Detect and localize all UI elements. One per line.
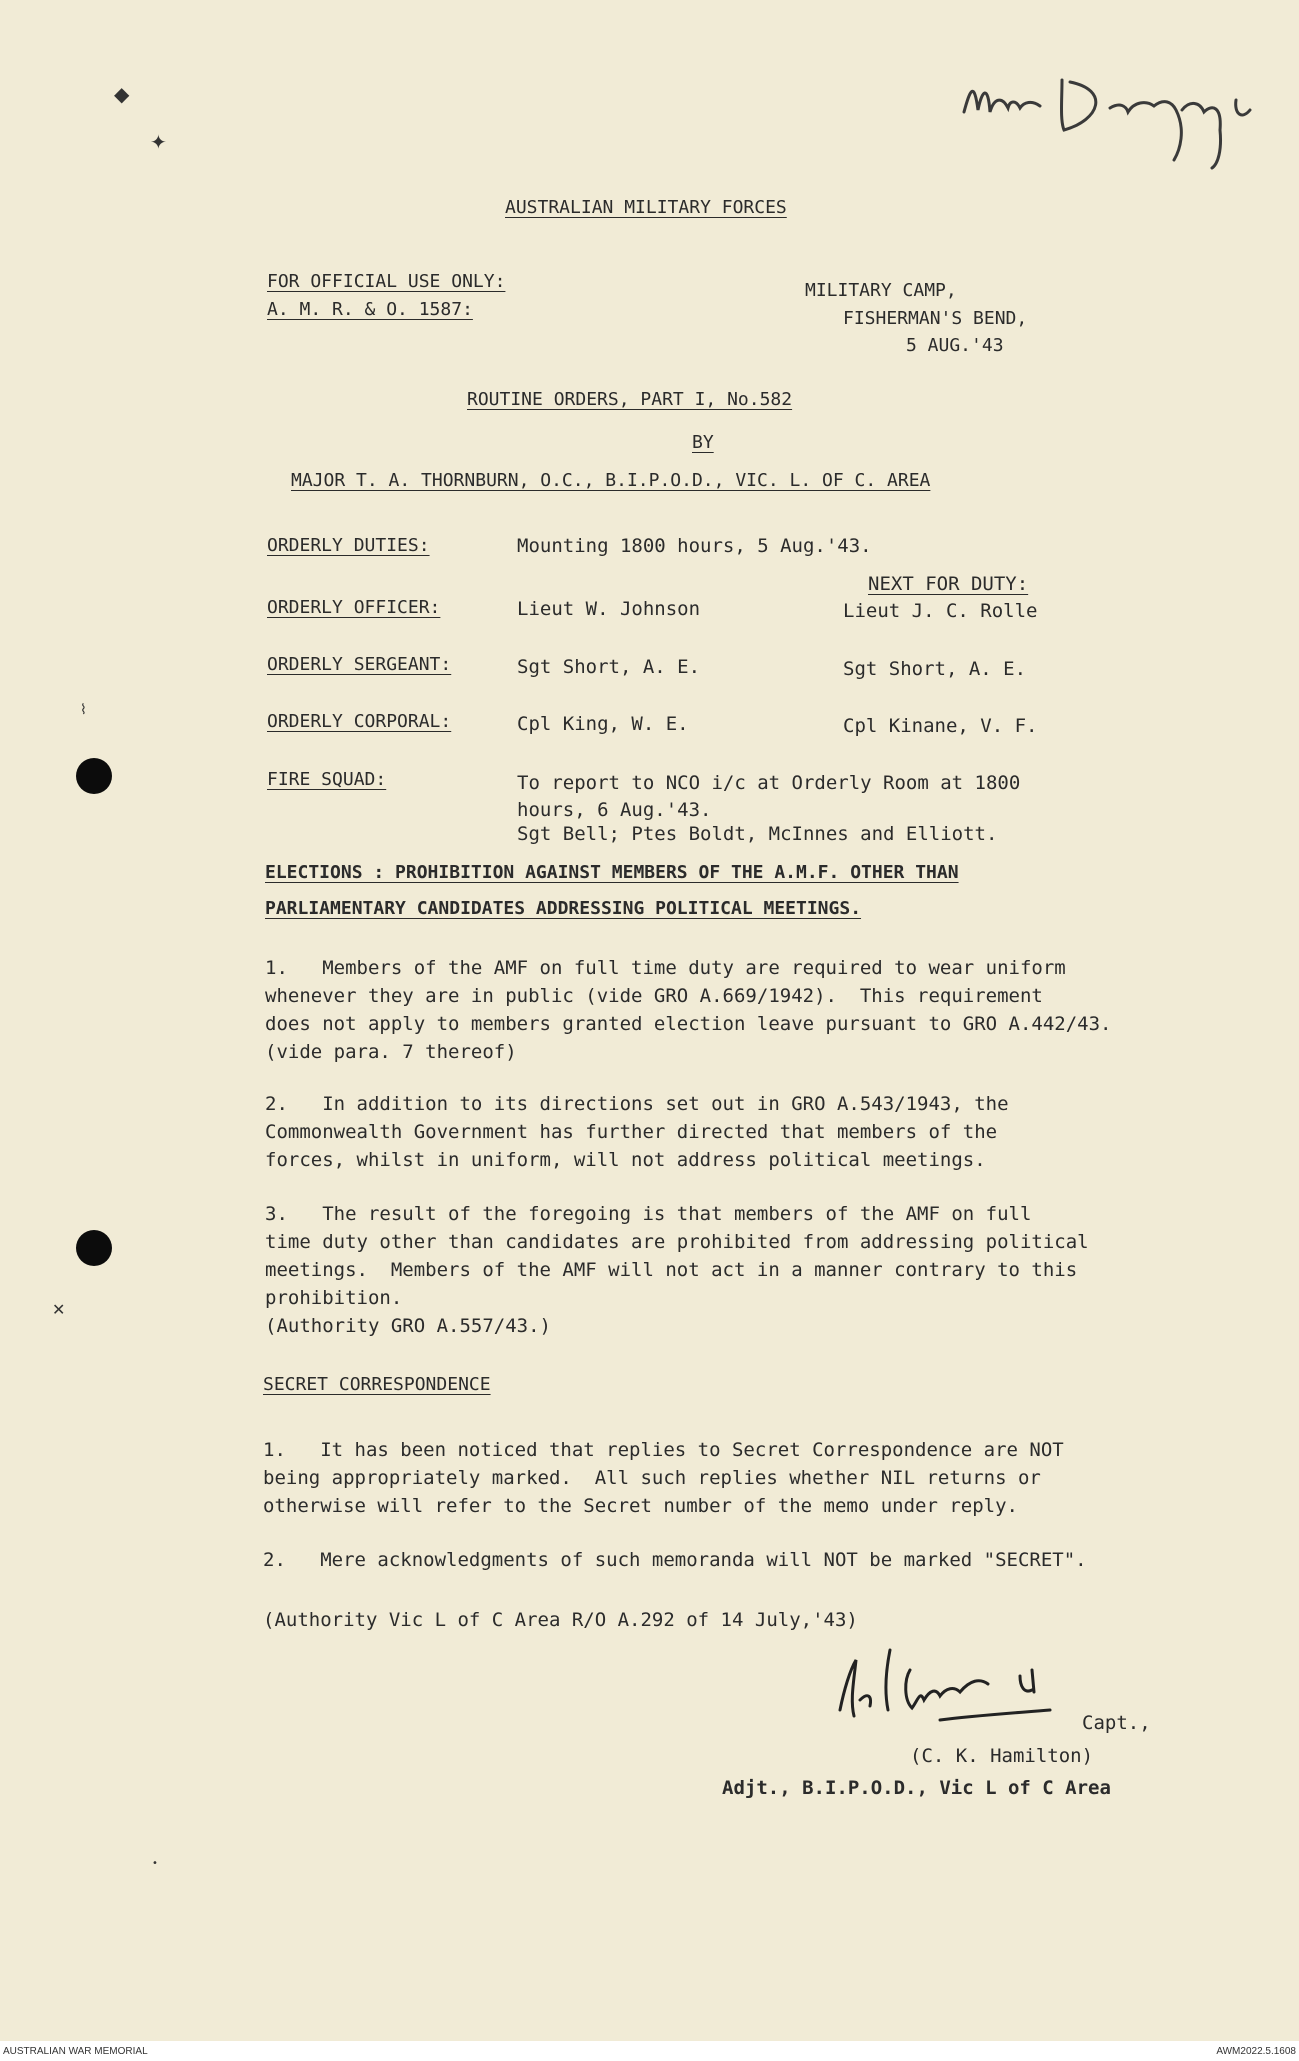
document-date: 5 AUG.'43	[906, 335, 1004, 356]
fire-squad-line-2: hours, 6 Aug.'43.	[517, 799, 712, 821]
elections-paragraph-1: 1. Members of the AMF on full time duty are required to wear uniform whenever they are in public (vide GRO A.669/1942). This requirement does not apply to members granted election leave pursuant to GRO A.442/43. (vide para. 7 thereof)	[265, 957, 1112, 1063]
orderly-officer-current: Lieut W. Johnson	[517, 598, 701, 620]
paper-speck: •	[152, 1858, 158, 1869]
signatory-appointment: Adjt., B.I.P.O.D., Vic L of C Area	[722, 1777, 1111, 1799]
fire-squad-line-3: Sgt Bell; Ptes Boldt, McInnes and Elliott.	[517, 823, 998, 845]
orderly-sergeant-label: ORDERLY SERGEANT:	[267, 654, 452, 675]
orderly-sergeant-next: Sgt Short, A. E.	[843, 658, 1027, 680]
location-line-1: MILITARY CAMP,	[805, 280, 957, 301]
location-line-2: FISHERMAN'S BEND,	[843, 308, 1028, 329]
official-use-label: FOR OFFICIAL USE ONLY:	[267, 271, 506, 292]
amr-reference: A. M. R. & O. 1587:	[267, 299, 473, 320]
secret-paragraph-2: 2. Mere acknowledgments of such memoranda will NOT be marked "SECRET".	[263, 1549, 1087, 1571]
fire-squad-line-1: To report to NCO i/c at Orderly Room at 1800	[517, 772, 1021, 794]
paper-tear-mark: ⌇	[80, 702, 87, 718]
paper-tear-mark: ✕	[52, 1300, 66, 1319]
paper-tear-mark: ✦	[150, 130, 167, 154]
orderly-officer-next: Lieut J. C. Rolle	[843, 600, 1038, 622]
secret-correspondence-heading: SECRET CORRESPONDENCE	[263, 1374, 491, 1395]
signatory-name: (C. K. Hamilton)	[910, 1745, 1094, 1767]
footer-institution: AUSTRALIAN WAR MEMORIAL	[3, 2046, 148, 2057]
footer-accession-number: AWM2022.5.1608	[1216, 2046, 1296, 2057]
paper-tear-mark: ◆	[114, 82, 130, 106]
routine-orders-title: ROUTINE ORDERS, PART I, No.582	[467, 389, 793, 410]
secret-paragraph-1: 1. It has been noticed that replies to Secret Correspondence are NOT being appropriately marked. All such replies whether NIL returns or otherwise will refer to the Secret number of the memo under reply.	[263, 1439, 1064, 1517]
archive-footer	[0, 2041, 1299, 2061]
handwritten-war-diary-text: War Diary	[950, 50, 955, 51]
orderly-duties-label: ORDERLY DUTIES:	[267, 535, 430, 556]
by-label: BY	[692, 432, 714, 453]
orderly-duties-value: Mounting 1800 hours, 5 Aug.'43.	[517, 535, 872, 557]
next-for-duty-label: NEXT FOR DUTY:	[868, 573, 1029, 595]
signatory-rank: Capt.,	[1082, 1712, 1151, 1734]
orderly-officer-label: ORDERLY OFFICER:	[267, 597, 441, 618]
elections-heading-line-2: PARLIAMENTARY CANDIDATES ADDRESSING POLITICAL MEETINGS.	[265, 898, 862, 919]
elections-heading-line-1: ELECTIONS : PROHIBITION AGAINST MEMBERS OF THE A.M.F. OTHER THAN	[265, 862, 959, 883]
orderly-corporal-label: ORDERLY CORPORAL:	[267, 711, 452, 732]
punch-hole-top	[76, 758, 112, 794]
punch-hole-bottom	[76, 1230, 112, 1266]
elections-paragraph-2: 2. In addition to its directions set out in GRO A.543/1943, the Commonwealth Government has further directed that members of the forces, whilst in uniform, will not address political meetings.	[265, 1093, 1009, 1171]
fire-squad-label: FIRE SQUAD:	[267, 769, 387, 790]
document-title: AUSTRALIAN MILITARY FORCES	[505, 197, 787, 218]
commander-line: MAJOR T. A. THORNBURN, O.C., B.I.P.O.D., VIC. L. OF C. AREA	[291, 470, 931, 491]
handwritten-war-diary	[950, 50, 1270, 170]
orderly-corporal-current: Cpl King, W. E.	[517, 713, 689, 735]
secret-authority: (Authority Vic L of C Area R/O A.292 of 14 July,'43)	[263, 1609, 858, 1631]
elections-paragraph-3: 3. The result of the foregoing is that members of the AMF on full time duty other than candidates are prohibited from addressing political meetings. Members of the AMF will not act in a manner contrary to this prohibition. (Authority GRO A.557/43.)	[265, 1203, 1089, 1337]
orderly-sergeant-current: Sgt Short, A. E.	[517, 656, 701, 678]
orderly-corporal-next: Cpl Kinane, V. F.	[843, 715, 1038, 737]
